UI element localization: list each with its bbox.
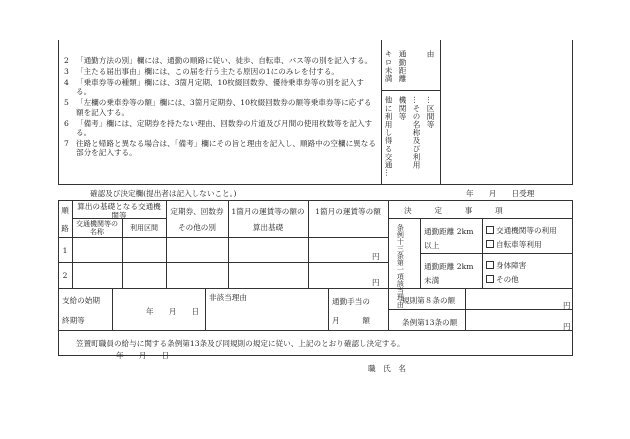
option-label: 交通機関等の利用 <box>496 226 557 235</box>
allowance-label: 通勤手当の <box>332 297 370 306</box>
col-line <box>72 200 73 288</box>
start-date: 年 月 日 <box>146 307 200 316</box>
side-mid-text-a: 機関等 <box>398 96 408 121</box>
bottom-line <box>58 330 573 331</box>
col-line <box>388 200 389 330</box>
header-no: 順 <box>61 206 69 215</box>
header-monthly-basis: 1箇月の運賃等の額の算出基礎 <box>231 207 305 232</box>
notes-divider <box>381 40 382 185</box>
row-yen: 円 <box>372 252 380 261</box>
note-num: 6 <box>64 118 69 128</box>
row1-bottom <box>58 262 388 263</box>
side-top-text-a: キロ未満 <box>384 50 394 83</box>
side-divider <box>440 40 441 185</box>
notes-list <box>64 56 376 159</box>
option-other[interactable] <box>486 275 519 284</box>
option-bicycle[interactable] <box>486 240 542 249</box>
cond13-label: 条例第13条の額 <box>402 318 458 327</box>
table-header-bottom <box>58 237 388 238</box>
col-line <box>228 200 229 288</box>
note-text: 「主たる届出事由」欄には、この届を行う主たる原因の1にのみレを付する。 <box>76 67 340 77</box>
bottom-col <box>328 288 329 330</box>
header-basis: 算出の基礎となる交通機関等 <box>77 202 161 221</box>
note-item <box>64 98 376 116</box>
header-route: 利用区間 <box>130 224 158 232</box>
note-text: 「通勤方法の別」欄には、通勤の順路に従い、徒歩、自転車、バス等の別を記入する。 <box>76 56 373 65</box>
note-item <box>64 56 376 65</box>
option-disability[interactable] <box>486 261 526 270</box>
reg8-yen: 円 <box>563 301 571 310</box>
cond13-yen: 円 <box>563 322 571 331</box>
side-hline <box>381 90 440 91</box>
checkbox[interactable] <box>486 275 494 283</box>
footer-date: 年 月 日 <box>116 351 170 360</box>
outer-right-border <box>572 40 573 185</box>
outer-left-border <box>58 40 59 185</box>
note-item <box>64 139 376 157</box>
bottom-col <box>112 288 113 330</box>
note-num: 7 <box>64 138 69 148</box>
row-yen: 円 <box>372 278 380 287</box>
table-bottom <box>58 288 573 289</box>
header-pass: 定期券、回数券その他の別 <box>170 207 224 232</box>
checkbox[interactable] <box>486 240 494 248</box>
option-label: 身体障害 <box>496 261 527 270</box>
bottom-col <box>205 288 206 330</box>
table-right <box>572 200 573 355</box>
option-transport[interactable] <box>486 226 557 235</box>
note-num: 3 <box>64 67 69 77</box>
decision-header-bottom <box>388 218 573 219</box>
row-number: 1 <box>62 246 68 255</box>
col-line <box>166 200 167 288</box>
reg8-label: 規則第８条の額 <box>402 296 456 305</box>
option-label: 自転車等利用 <box>496 240 542 249</box>
note-num: 2 <box>64 56 69 65</box>
note-item <box>64 67 376 76</box>
confirm-title: 確認及び決定欄(提出者は記入しないこと。) <box>90 189 237 198</box>
reason-label: 条例十三条第一項該当理由 <box>396 224 405 308</box>
header-no2: 路 <box>61 224 69 233</box>
side-mid-text-c: …その名称及び利用 <box>412 96 422 169</box>
footer-statement: 笠置町職員の給与に関する条例第13条及び同規則の規定に従い、上記のとおり確認し決定する。 <box>76 339 405 348</box>
row-number: 2 <box>62 271 68 280</box>
end-label: 終期等 <box>62 316 85 325</box>
side-mid-text-d: 他に利用し得る交通… <box>384 96 394 177</box>
header-decision: 決 定 事 項 <box>404 206 503 215</box>
note-num: 4 <box>64 78 69 88</box>
header-mode: 交通機関等の名称 <box>76 220 118 237</box>
table-top <box>58 200 573 201</box>
option-label: その他 <box>496 275 519 284</box>
bottom-mid <box>388 309 573 310</box>
header-monthly: 1箇月の運賃等の額 <box>315 207 381 216</box>
note-text: 「備考」欄には、定期券を持たない理由、回数券の片道及び月間の使用枚数等を記入する。 <box>76 118 373 137</box>
col-line <box>308 200 309 288</box>
note-num: 5 <box>64 98 69 108</box>
side-top-text-b: 通勤距離 <box>398 50 408 83</box>
confirm-top-line <box>58 184 573 185</box>
allowance-label2: 月 額 <box>332 316 370 325</box>
checkbox[interactable] <box>486 226 494 234</box>
note-item <box>64 78 376 96</box>
note-text: 往路と帰路と異なる場合は、「備考」欄にその旨と理由を記入し、順路中の空欄に異なる部分を記入する。 <box>76 138 376 157</box>
distance-under-2km: 通勤距離 2km未満 <box>424 262 474 286</box>
distance-over-2km: 通勤距離 2km以上 <box>424 227 474 251</box>
side-top-text-c: 由 <box>426 50 436 59</box>
confirm-date: 年 月 日受理 <box>466 189 535 198</box>
note-text: 「乗車券等の種類」欄には、3箇月定期、10枚綴回数券、優待乗車券等の別を記入する。 <box>76 78 364 97</box>
start-label: 支給の始期 <box>62 296 100 305</box>
officer-name-label: 職 氏 名 <box>368 364 406 373</box>
checkbox[interactable] <box>486 261 494 269</box>
note-text: 「左欄の乗車券等の額」欄には、3箇月定期券、10枚綴回数券の額等乗車券等に応ずる額を記入する。 <box>76 98 372 117</box>
nonapplicable-label: 非該当理由 <box>209 293 247 302</box>
side-mid-text-b: …区間等 <box>426 96 436 129</box>
note-item <box>64 119 376 137</box>
